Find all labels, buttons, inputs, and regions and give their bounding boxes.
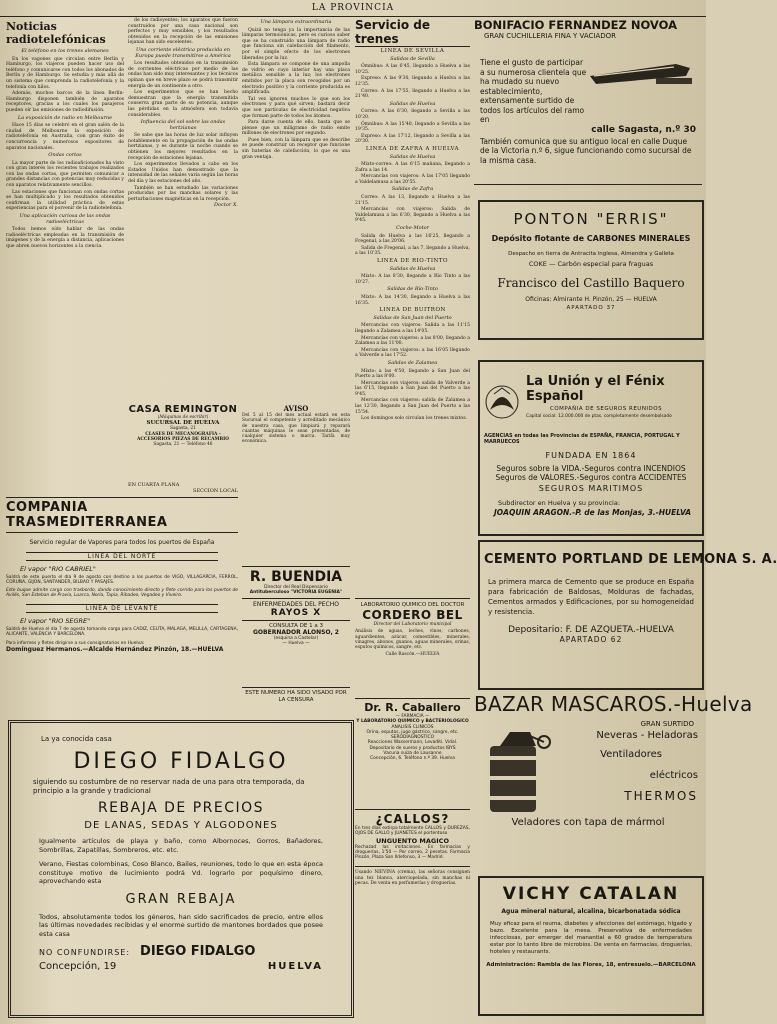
fidalgo-l4: Verano, Fiestas colombinas, Coso Blanco, Bailes, reuniones, todo lo que en esta época constituye motivo de lucimiento podrá Vd. lograrlo por poquísimo dinero, aprovechando esta	[39, 860, 323, 885]
bazar-l2: Neveras - Heladoras	[596, 730, 698, 741]
news-paragraph: Quizá no tenga ya la importancia de las lámparas termoiónicas, pero es curioso saber que se ha construido una lámpara de radio que funciona sin calefacción del filamento, por el simple efecto de los electrones liberados por la luz.	[242, 27, 350, 61]
fidalgo-l3: Igualmente artículos de playa y baño, como Albornoces, Gorros, Bañadores, Sombrillas, Zapatillas, Sombreros, etc. etc.	[39, 837, 323, 854]
news-subhead: Una corriente eléctrica producida en Europa puede transmitirse a América	[135, 46, 231, 59]
trenes-subhead: Salidas de Río-Tinto	[387, 286, 438, 293]
lemona-ad	[478, 540, 777, 690]
vichy-admin: Administración: Rambla de las Flores, 18, entresuelo.—BARCELONA	[486, 962, 696, 968]
caballero-line: Orina, esputos, jugo gástrico, sangre, etc.	[366, 729, 459, 735]
caballero-line: Vacuna suiza de Lausanne	[383, 751, 442, 757]
fidalgo-addr: Concepción, 19	[39, 961, 117, 972]
remington-aviso-body: Del 5 al 15 del mes actual estará en esta Sucursal el competente y acreditado mecánico de nuestra casa, que limpiará y reparará cuantas máquinas le sean presentadas, de cualquier sistema o marca. Tarifa muy económica.	[242, 413, 350, 445]
erris-ad	[478, 200, 704, 340]
tren-entry: Mixto: A las 14'30, llegando a Huelva a las 16'35.	[355, 294, 470, 306]
bazar-l5: THERMOS	[624, 789, 698, 803]
cordero-body: Análisis de aguas, leches, vinos, carbones, aguardientes, azúcar, comestibles, minerales, vinagres, abonos, guanos, aguas minerales, orinas, esputos químicos, sangre, etc.	[355, 629, 470, 651]
news-paragraph: Los experimentos que se han hecho demuestran que la energía transmitida conserva gran parte de su potencia, aunque las pérdidas en la atmósfera son todavía considerables.	[128, 90, 238, 118]
tren-entry: Salida de Fregenal, a las 7, llegando a Huelva, a las 10'35.	[355, 245, 470, 257]
tren-entry: Mercancías con viajeros: a las 8'00, llegando a Zalamea a las 11'00.	[355, 335, 470, 347]
news-paragraph: Tal vez ignoren muchos lo que son los electrones y para qué sirven; bastará decir que son partículas de electricidad negativa que forman parte de todos los átomos.	[242, 96, 350, 119]
erris-sub: Depósito flotante de CARBONES MINERALES	[491, 234, 691, 243]
cordero-pre: LABORATORIO QUIMICO DEL DOCTOR	[360, 602, 465, 608]
fidalgo-l5: Todos, absolutamente todos los géneros, han sido sacrificados de precio, entre ellos las últimas novedades recibidas y el enorme surtido de mantones bordados que posee esta casa	[39, 912, 323, 938]
tren-entry: Ómnibus: A las 15'40, llegando a Sevilla a las 19'35.	[355, 121, 470, 133]
news-paragraph: Los experimentos llevados a cabo en los Estados Unidos han demostrado que la intensidad de las señales varía según las horas del día y las estaciones del año.	[128, 162, 238, 185]
news-subhead: Una aplicación curiosa de las ondas radioeléctricas	[19, 213, 111, 225]
buendia-l1: Director del Real Dispensario	[264, 585, 328, 590]
vichy-ad	[478, 876, 704, 1016]
caballero-line: ANALISIS CLINICOS	[391, 724, 434, 730]
remington-sub: (Máquinas de escribir)	[157, 415, 209, 420]
tren-entry: Ómnibus: A las 6'45, llegando a Huelva a las 10'25.	[355, 64, 470, 75]
tren-entry: Mercancías con viajeros: a las 16'05 llegando a Valverde a las 17'52.	[355, 347, 470, 359]
erris-agent: Francisco del Castillo Baquero	[497, 276, 685, 290]
news-signature: Doctor X.	[214, 202, 238, 209]
union-agent: JOAQUIN ARAGON.-P. de las Monjas, 3.-HUELVA	[494, 508, 692, 518]
news-subhead: Una lámpara extraordinaria	[260, 19, 332, 25]
callos-rest: Rechazad las imitaciones. En farmacias y droguerías, 1'50 — Por correo, 2 pesetas. Farmacia Pinzón, Plaza San Ildefonso, 3 — Madrid.	[355, 844, 470, 861]
remington-sucursal: SUCURSAL DE HUELVA	[146, 420, 220, 427]
union-fundada: FUNDADA EN 1864	[545, 451, 637, 461]
linea-zafra: LINEA DE ZAFRA A HUELVA	[365, 145, 460, 152]
fidalgo-name-2: DIEGO FIDALGO	[140, 944, 256, 959]
news-subhead: Influencia del sol sobre las ondas hertzianas	[140, 119, 226, 131]
tren-entry: Mercancías con viajeros: Salida a las 11'15 llegando a Zalamea a las 14'05.	[355, 323, 470, 334]
trenes-column	[355, 18, 470, 578]
fidalgo-l2: siguiendo su costumbre de no reservar nada de una para otra temporada, da principio a la grande y tradicional	[33, 778, 305, 795]
caballero-line: Reacciones Wassermann, Levaditi. Vidal.	[367, 740, 458, 746]
trenes-note: Los domingos solo circulan los trenes mixtos.	[361, 416, 468, 422]
trenes-subhead: Coche-Motor	[395, 225, 430, 232]
union-seguros-2: Seguros de VALORES.-Seguros contra ACCIDENTES	[495, 473, 687, 483]
news-subhead: El teléfono en los trenes alemanes	[21, 48, 109, 54]
fidalgo-de: DE LANAS, SEDAS Y ALGODONES	[84, 820, 278, 831]
news-paragraph: Para darse cuenta de ello, basta que se piense que un miligramo de radio emite millones de electrones por segundo.	[242, 120, 350, 137]
cordero-addr: Calle Rascón.—HUELVA	[385, 652, 440, 658]
tren-entry: Correo: A las 6'30, llegando a Sevilla a las 10'20.	[355, 109, 470, 120]
news-paragraph: También se han estudiado las variaciones producidas por las manchas solares y las perturbaciones magnéticas en la recepción.	[128, 185, 238, 202]
bonifacio-sub: GRAN CUCHILLERIA FINA Y VACIADOR	[484, 32, 616, 40]
buendia-l4: RAYOS X	[270, 607, 322, 618]
fidalgo-ad	[8, 720, 354, 1018]
page-title: LA PROVINCIA	[311, 3, 395, 13]
bonifacio-addr: calle Sagasta, n.º 30	[591, 124, 696, 135]
bazar-l4: eléctricos	[649, 770, 698, 781]
news-subhead: La exposición de radio en Melbourne	[17, 114, 113, 121]
buendia-l2: Antituberculoso "VICTORIA EUGENIA"	[249, 590, 343, 596]
tren-entry: Mercancías con viajeros: Salida de Valdelamusa a las 6'30, llegando a Huelva a las 9'45.	[355, 207, 470, 224]
caballero-name: Dr. R. Caballero	[364, 701, 461, 714]
bonifacio-body-2: También comunica que su antiguo local en calle Duque de la Victoria n.º 6, sigue funcionando como sucursal de la misma casa.	[480, 136, 692, 165]
bazar-ad	[474, 692, 753, 866]
buendia-l8: — Huelva —	[282, 640, 310, 646]
fidalgo-city: HUELVA	[267, 961, 323, 972]
tren-entry: Mercancías con viajeros: salida de Valverde a las 6'15, llegando a San Juan del Puerto a las 9'45.	[355, 380, 470, 397]
fidalgo-footer	[39, 944, 323, 959]
fidalgo-noconf: NO CONFUNDIRSE:	[39, 948, 131, 957]
trasmed-vapor-2-body: Saldrá de Huelva el día 7 de agosto tomando carga para CADIZ, CEUTA, MALAGA, MELILLA, CARTAGENA, ALICANTE, VALENCIA Y BARCELONA.	[6, 627, 238, 638]
bazar-l3: Ventiladores	[600, 749, 662, 760]
nievina-ad: Usando NIEVINA (crema), las señoras consiguen una tez blanca, aterciopelada, sin manchas ni pecas. De venta en perfumerías y droguerías.	[355, 866, 470, 886]
news-paragraph: Hace 15 días se celebró en el gran salón de la ciudad de Melbourne la exposición de radiotelefonía en Australia, con gran éxito de concurrencia y numerosos expositores de aparatos nacionales.	[6, 123, 124, 151]
trasmed-vapor-1-note: Este buque admite carga con trasbordo, dando conocimiento directo y flete corrido para los puertos de Avilés, San Esteban de Pravia, Luarca, Noria, Tapia, Ribadeo, Vegadeo y Viveiro.	[6, 587, 238, 598]
erris-apartado: APARTADO 37	[566, 305, 616, 311]
bonifacio-name: BONIFACIO FERNANDEZ NOVOA	[474, 18, 677, 32]
tren-entry: Mixto: a las 4'50, llegando a San Juan del Puerto a las 8'00.	[355, 368, 470, 380]
trasmediterranea-ad	[6, 497, 238, 707]
news-headline: Noticias radiotelefónicas	[6, 20, 106, 46]
erris-name: PONTON "ERRIS"	[513, 210, 669, 228]
news-subhead: Ondas cortas	[48, 152, 82, 159]
remington-ad	[128, 404, 238, 480]
remington-name: CASA REMINGTON	[128, 404, 238, 415]
news-paragraph: Además, muchos barcos de la línea Berlín-Hamburgo disponen también de aparatos receptores, gracias a los cuales los pasajeros pueden oír las emisiones de radiodifusión.	[6, 91, 124, 113]
bonifacio-ad	[474, 18, 702, 185]
union-sub: COMPAÑIA DE SEGUROS REUNIDOS	[550, 406, 663, 412]
callos-ad	[355, 812, 470, 1012]
tren-entry: Salida de Huelva a las 16'25, llegando a Fregenal, a las 20'06.	[355, 233, 470, 245]
vichy-name: VICHY CATALAN	[502, 884, 680, 904]
union-seguros-3: SEGUROS MARITIMOS	[538, 484, 644, 494]
fidalgo-name: DIEGO FIDALGO	[73, 749, 289, 774]
trenes-subhead: Salidas de Zalamea	[387, 359, 438, 366]
caballero-line: Concepción, 6. Teléfono n.º 39. Huelva	[370, 756, 455, 762]
union-name: La Unión y el Fénix Español	[526, 374, 665, 404]
news-paragraph: Esta lámpara se compone de una ampolla de vidrio en cuyo interior hay una placa metálica sensible a la luz; los electrones emitidos por la placa son recogidos por un electrodo positivo y la corriente producida es amplificada.	[242, 62, 350, 96]
trasmed-linea-norte: LINEA DEL NORTE	[26, 552, 218, 561]
caballero-line: Depositario de sueros y productos IBYS	[369, 745, 456, 751]
news-paragraph: Las estaciones que funcionan con ondas cortas se han multiplicado y los resultados obtenidos confirman la utilidad práctica de estas experiencias para el porvenir de la radiotelefonía.	[6, 189, 124, 212]
remington-aviso	[242, 404, 350, 480]
news-paragraph: Los resultados obtenidos en la transmisión de corrientes eléctricas por medio de las ondas han sido muy interesantes y los técnicos opinan que en breve plazo se podrá transmitir energía de un continente a otro.	[128, 61, 238, 89]
news-paragraph: En los vagones que circulan entre Berlín y Hamburgo, los viajeros pueden hacer uso del teléfono y comunicarse con todos los abonados de Berlín y de Hamburgo. Se estudia y más allá de un sistema que comprenda la radiotelefonía y la telefonía con hilos.	[6, 56, 124, 90]
union-director: Subdirector en Huelva y su provincia:	[498, 499, 621, 508]
union-capital: Capital social: 12.000.000 de ptas. completamente desembolsado	[526, 414, 672, 419]
linea-buitron: LINEA DE BUITRON	[379, 307, 446, 314]
trasmed-title: COMPANIA TRASMEDITERRANEA	[6, 500, 168, 530]
trasmed-vapor-2: El vapor "RIO SEGRE"	[20, 617, 91, 626]
phoenix-logo-icon	[484, 380, 520, 424]
tren-entry: Mercancías con viajeros: A las 17'05 llegando a Valdelamusa a las 20'55.	[355, 174, 470, 185]
trenes-subhead: Salidas de Huelva	[389, 153, 436, 160]
buendia-ad	[242, 566, 350, 688]
razor-illustration	[586, 56, 696, 90]
remington-addr: Sagasta, 21	[169, 426, 197, 432]
caballero-ad	[355, 698, 470, 810]
fidalgo-gran: GRAN REBAJA	[125, 891, 237, 907]
news-paragraph: de los radioyentes; los aparatos que fueron construidos por una casa nacional son perfectos y muy sensibles, y los resultados obtenidos en la recepción de las emisiones lejanas han sido excelentes.	[128, 18, 238, 46]
trasmed-sub: Servicio regular de Vapores para todos los puertos de España	[29, 539, 215, 546]
linea-sevilla: LINEA DE SEVILLA	[380, 48, 445, 54]
buendia-l7: (esquina a Castelar)	[273, 635, 319, 641]
tren-entry: Mercancías con viajeros: salida de Zalamea a las 12'30, llegando a San Juan del Puerto a las 15'54.	[355, 398, 470, 415]
trasmed-linea-levante: LINEA DE LEVANTE	[26, 604, 218, 613]
trasmed-vapor-1: El vapor "RIO CABRIEL"	[20, 565, 96, 573]
linea-rio-tinto: LINEA DE RIO-TINTO	[376, 258, 449, 264]
cuarta-plana	[128, 482, 238, 494]
remington-phone: Sagasta, 21 — Teléfono 46	[153, 442, 213, 448]
callos-product: UNGUENTO MAGICO	[376, 836, 449, 845]
cordero-name: CORDERO BEL	[362, 608, 463, 622]
lemona-body: La primera marca de Cemento que se produce en España para fabricación de Baldosas, Molduras de fachadas, Cementos armados y Edificaciones, por su homogeneidad y resistencia.	[488, 578, 694, 616]
fidalgo-intro: La ya conocida casa	[41, 735, 112, 743]
bazar-l1: GRAN SURTIDO	[640, 720, 694, 728]
bonifacio-body-1: Tiene el gusto de participar a su numerosa clientela que ha mudado su nuevo establecimiento, extensamente surtido de todos los artículos del ramo en	[480, 58, 587, 124]
censura-note: ESTE NUMERO HA SIDO VISADO POR LA CENSURA	[245, 690, 347, 703]
news-paragraph: Se sabe que las horas de luz solar influyen notablemente en la propagación de las ondas hertzianas, y es durante la noche cuando se obtienen los mejores resultados en la recepción de estaciones lejanas.	[128, 133, 238, 161]
trenes-subhead: Salidas de San Juan del Puerto	[373, 314, 452, 321]
trasmed-info: Para informes y fletes dirigirse a sus consignatarios en Huelva:	[6, 640, 145, 646]
trenes-subhead: Salidas de Huelva	[389, 265, 436, 272]
erris-addr: Oficinas: Almirante H. Pinzón, 25 — HUELVA	[525, 296, 657, 303]
remington-aviso-title: AVISO	[283, 404, 309, 413]
tren-entry: Expreso: A las 17'12, llegando a Sevilla a las 20'30.	[355, 133, 470, 145]
trenes-subhead: Salidas de Sevilla	[390, 55, 435, 62]
page-header	[0, 0, 706, 17]
callos-title: ¿CALLOS?	[375, 812, 450, 826]
bazar-name: BAZAR MASCAROS.-Huelva	[474, 692, 753, 716]
tren-entry: Mixto: A las 8'30, llegando a Río Tinto a las 10'27.	[355, 274, 470, 285]
trasmed-agent: Domínguez Hermanos.—Alcalde Hernández Pinzón, 18.—HUELVA	[6, 646, 224, 654]
vichy-body: Muy eficaz para el reuma, diabetes y afecciones del estómago, hígado y bazo. Excelente para la mesa. Preservativa de enfermedades infecciosas, por emerger del manantial a 60 grados de temperatura estar por lo tanto libre de microbios. De venta en farmacias, droguerías, hoteles y restaurants.	[490, 921, 692, 955]
trasmed-vapor-1-body: Saldrá de este puerto el día 9 de agosto con destino a los puertos de VIGO, VILLAGARCIA, FERROL, CORUÑA, GIJON, SANTANDER, BILBAO Y PASAJES.	[6, 575, 238, 586]
bazar-l6: Veladores con tapa de mármol	[511, 817, 665, 828]
tren-entry: Correo: A las 17'55, llegando a Huelva a las 21'40.	[355, 88, 470, 100]
erris-l2: COKE — Carbón especial para fraguas	[528, 260, 654, 268]
news-column-1	[6, 18, 124, 492]
caballero-line: Y LABORATORIO QUIMICO y BACTERIOLOGICO	[356, 719, 469, 725]
lemona-depositario: Depositario: F. DE AZQUETA.-HUELVA	[508, 625, 674, 635]
fidalgo-rebaja: REBAJA DE PRECIOS	[97, 800, 265, 816]
buendia-l6: GOBERNADOR ALONSO, 2	[253, 628, 339, 636]
fidalgo-address-row	[39, 961, 323, 972]
union-fenix-ad	[478, 360, 704, 536]
caballero-line: — FARMACIA —	[395, 714, 430, 719]
remington-clases: CLASES DE MECANOGRAFIA - ACCESORIOS PIEZAS DE RECAMBIO	[136, 431, 229, 442]
trenes-subhead: Salidas de Huelva	[389, 100, 436, 107]
lemona-apartado: APARTADO 62	[559, 635, 623, 644]
news-paragraph: Todos hemos oído hablar de las ondas radioeléctricas empleadas en la transmisión de imágenes y de la energía a distancia, aplicaciones que abren nuevos horizontes a la ciencia.	[6, 227, 124, 249]
lemona-name: CEMENTO PORTLAND DE LEMONA S. A.	[484, 552, 777, 567]
news-column-3	[242, 18, 350, 422]
buendia-l5: CONSULTA DE 1 a 3	[269, 622, 323, 629]
trenes-title: Servicio de trenes	[355, 18, 470, 47]
tren-entry: Expreso: A las 9'30, llegando a Huelva a las 12'35.	[355, 76, 470, 87]
cordero-ad	[355, 598, 470, 695]
erris-l1: Despacho en tierra de Antracita inglesa, Almendra y Galleta	[508, 251, 674, 257]
cuarta-plana-label: EN CUARTA PLANA	[128, 482, 180, 488]
union-agencias: AGENCIAS en todas las Provincias de ESPAÑA, FRANCIA, PORTUGAL Y MARRUECOS	[484, 433, 680, 446]
caballero-line: SERODIAGNOSTICO	[390, 735, 435, 741]
news-paragraph: La mayor parte de los radioaficionados ha visto con gran interés los recientes trabajos realizados con las ondas cortas, que permiten comunicar a grandes distancias con potencias muy reducidas y con aparatos relativamente sencillos.	[6, 160, 124, 189]
cordero-sub: Director del Laboratorio municipal	[373, 622, 452, 627]
news-paragraph: Pues bien, con la lámpara que se describe se puede construir un receptor que funcione sin baterías de calefacción, lo que es una gran ventaja.	[242, 137, 350, 160]
buendia-name: R. BUENDIA	[249, 569, 343, 585]
seccion-local-label: SECCION LOCAL	[193, 488, 238, 494]
buendia-l3: ENFERMEDADES DEL PECHO	[253, 600, 339, 608]
tren-entry: Correo: A las 13, llegando a Huelva a las 21'15.	[355, 195, 470, 206]
ice-cream-freezer-icon	[480, 726, 554, 822]
trenes-subhead: Salidas de Zafra	[391, 186, 434, 193]
vichy-sub: Agua mineral natural, alcalina, bicarbonatada sódica	[501, 908, 681, 915]
union-seguros-1: Seguros sobre la VIDA.-Seguros contra INCENDIOS	[496, 464, 686, 474]
callos-body: En tres días extirpa totalmente CALLOS y DUREZAS, OJOS DE GALLO y JUANETES el portentoso	[355, 826, 470, 837]
tren-entry: Mixto-correo: A las 6'15 mañana, llegando a Zafra a las 14.	[355, 162, 470, 173]
